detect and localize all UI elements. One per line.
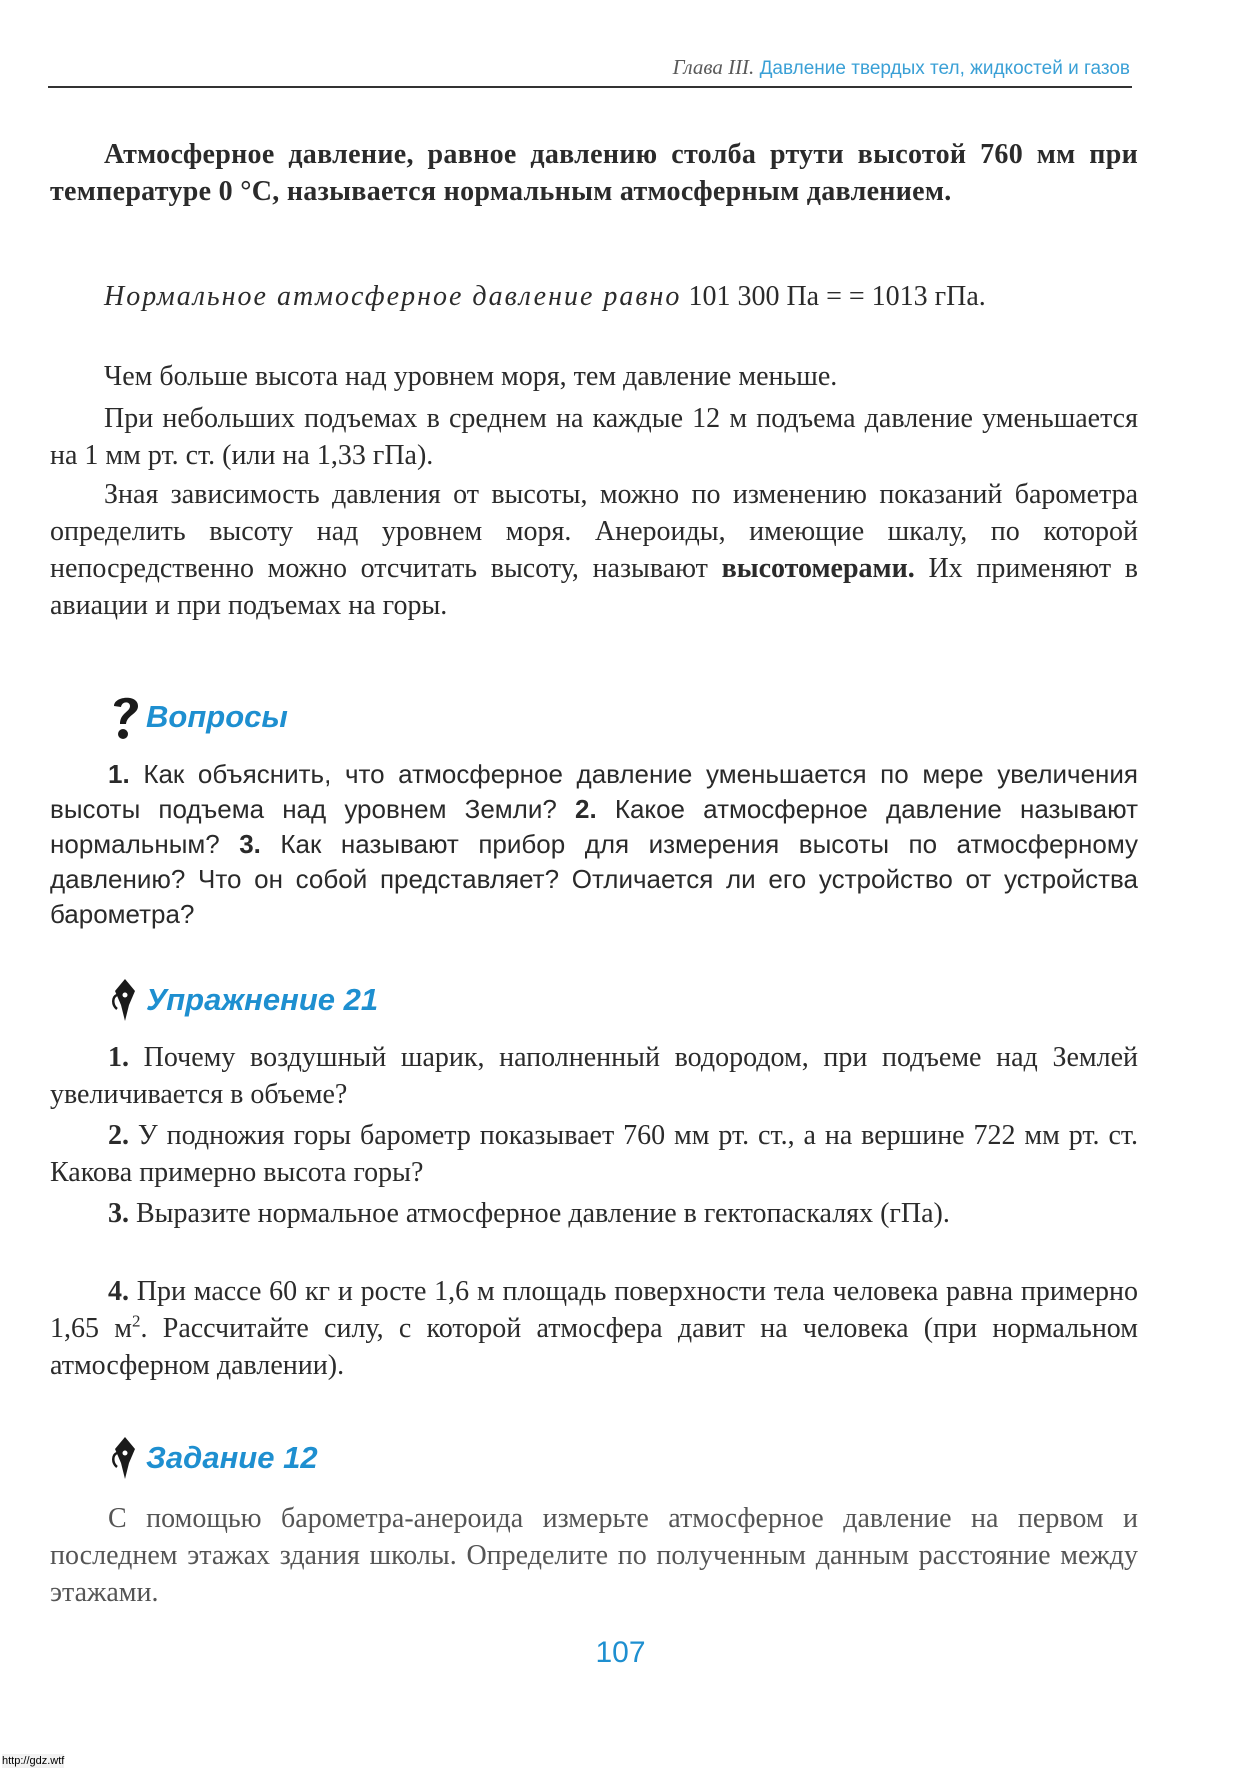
paragraph-pressure-drop: При небольших подъемах в среднем на каждые 12 м подъема давление уменьшается на 1 мм рт. ст. (или на 1,33 гПа). bbox=[50, 403, 1138, 471]
exercise-item-2 bbox=[50, 1117, 1138, 1191]
exercise-2-number: 2. bbox=[108, 1120, 129, 1151]
questions-text bbox=[50, 757, 1138, 932]
exercise-3-number: 3. bbox=[108, 1198, 129, 1229]
exercise-3-text: Выразите нормальное атмосферное давление в гектопаскалях (гПа). bbox=[136, 1198, 950, 1229]
task-text: С помощью барометра-анероида измерьте атмосферное давление на первом и последнем этажах здания школы. Определите по полученным данным расстояние между этажами. bbox=[50, 1503, 1138, 1608]
question-2-number: 2. bbox=[574, 794, 597, 824]
question-2: Какое атмосферное давление называют нормальным? bbox=[50, 794, 1138, 859]
definition-paragraph: Атмосферное давление, равное давлению столба ртути высотой 760 мм при температуре 0 °С, называется нормальным атмосферным давлением. bbox=[50, 139, 1138, 207]
exercise-heading-text: Упражнение 21 bbox=[146, 982, 379, 1017]
pen-nib-icon bbox=[108, 975, 142, 1025]
pen-nib-icon bbox=[108, 1433, 142, 1483]
question-1-number: 1. bbox=[108, 759, 130, 789]
exercise-4-number: 4. bbox=[108, 1276, 129, 1307]
task-heading-text: Задание 12 bbox=[146, 1440, 318, 1475]
normal-pressure-value: 101 300 Па = = 1013 гПа. bbox=[688, 281, 986, 312]
exercise-1-text: Почему воздушный шарик, наполненный водородом, при подъеме над Землей увеличивается в объеме? bbox=[50, 1042, 1139, 1110]
paragraph-altimeter bbox=[50, 476, 1138, 624]
running-header bbox=[50, 52, 1130, 84]
exercise-2-text: У подножия горы барометр показывает 760 мм рт. ст., а на вершине 722 мм рт. ст. Какова примерно высота горы? bbox=[50, 1120, 1139, 1188]
altimeter-text-end: Их применяют в авиации и при подъемах на горы. bbox=[50, 553, 1138, 621]
exercise-item-1 bbox=[50, 1039, 1138, 1113]
questions-heading-text: Вопросы bbox=[146, 699, 288, 734]
normal-pressure-phrase: Нормальное атмосферное давление равно bbox=[104, 281, 682, 312]
questions-heading bbox=[108, 692, 288, 742]
normal-pressure-paragraph bbox=[50, 278, 1138, 315]
exercise-item-4 bbox=[50, 1273, 1138, 1384]
question-3-number: 3. bbox=[239, 829, 261, 859]
chapter-title: Давление твердых тел, жидкостей и газов bbox=[759, 58, 1130, 79]
question-3: Как называют прибор для измерения высоты по атмосферному давлению? Что он собой представляет? Отличается ли его устройство от устройства барометра? bbox=[50, 829, 1138, 929]
chapter-label: Глава III. bbox=[672, 55, 755, 79]
exercise-heading bbox=[108, 975, 378, 1025]
page-number: 107 bbox=[595, 1636, 646, 1669]
paragraph-altitude: Чем больше высота над уровнем моря, тем давление меньше. bbox=[104, 361, 838, 392]
question-mark-icon bbox=[108, 692, 142, 742]
altimeter-term: высотомерами. bbox=[721, 553, 915, 584]
exercise-4-text-end: . Рассчитайте силу, с которой атмосфера давит на человека (при нормальном атмосферном давлении). bbox=[50, 1313, 1138, 1381]
altimeter-text-start: Зная зависимость давления от высоты, можно по изменению показаний барометра определить высоту над уровнем моря. Анероиды, имеющие шкалу, по которой непосредственно можно отсчитать высоту, называют bbox=[50, 479, 1138, 584]
exercise-1-number: 1. bbox=[108, 1042, 129, 1073]
task-heading bbox=[108, 1433, 318, 1483]
watermark-link[interactable]: http://gdz.wtf bbox=[2, 1755, 65, 1767]
question-1: Как объяснить, что атмосферное давление уменьшается по мере увеличения высоты подъема над уровнем Земли? bbox=[50, 759, 1138, 824]
exercise-4-text-start: При массе 60 кг и росте 1,6 м площадь поверхности тела человека равна примерно 1,65 м bbox=[50, 1276, 1138, 1344]
header-rule bbox=[48, 86, 1132, 88]
exercise-item-3 bbox=[50, 1195, 1138, 1232]
exercise-4-superscript: 2 bbox=[131, 1311, 141, 1331]
